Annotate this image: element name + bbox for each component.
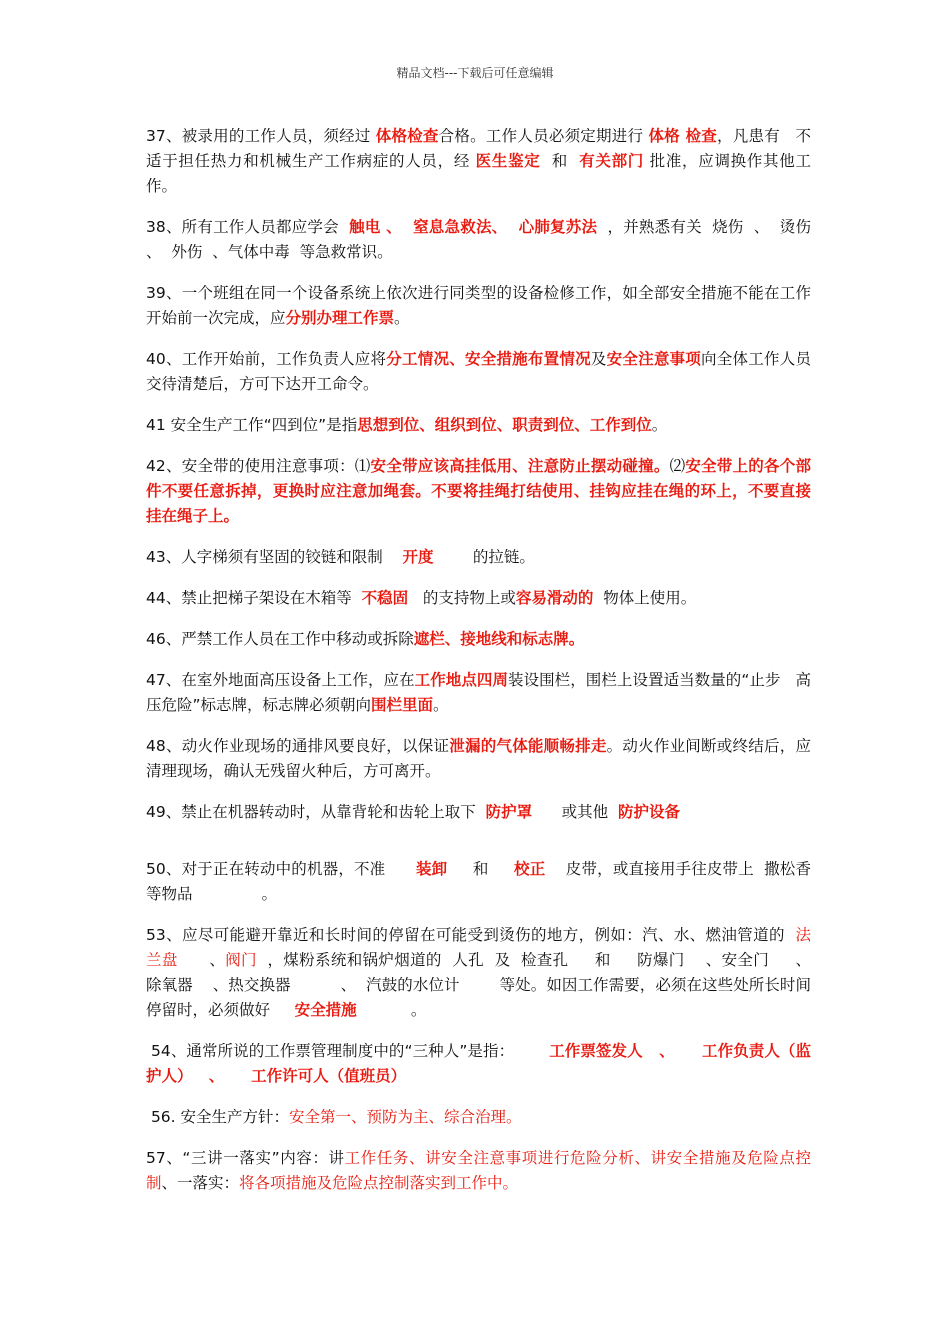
question-text: 44、禁止把梯子架设在木箱等 <box>146 589 362 607</box>
question-text: 46、严禁工作人员在工作中移动或拆除 <box>146 630 414 648</box>
question-text: 合格。工作人员必须定期进行 <box>438 127 649 145</box>
question-text: 57、“三讲一落实”内容：讲 <box>146 1149 345 1167</box>
question-item <box>146 454 811 529</box>
answer-text: 法兰盘 <box>146 926 811 969</box>
question-text: 56. 安全生产方针： <box>146 1108 290 1126</box>
question-text: 及 <box>590 350 607 368</box>
answer-text: 分工情况、安全措施布置情况 <box>386 350 591 368</box>
answer-text: 泄漏的气体能顺畅排走 <box>449 737 607 755</box>
question-item <box>146 734 811 784</box>
answer-text: 安全注意事项 <box>606 350 702 368</box>
answer-text: 不稳固 <box>361 589 409 607</box>
question-item <box>146 281 811 331</box>
answer-text: 将各项措施及危险点控制落实到工作中。 <box>239 1174 519 1192</box>
answer-text: 容易滑动的 <box>515 589 594 607</box>
question-text: 53、应尽可能避开靠近和长时间的停留在可能受到烫伤的地方，例如：汽、水、燃油管道的 <box>146 926 796 944</box>
question-text: 。动火作业间断或终结后，应清理现场，确认无残留火种后，方可离开。 <box>146 737 811 780</box>
question-item <box>146 627 811 652</box>
question-item <box>146 1039 811 1089</box>
answer-text: 思想到位、组织到位、职责到位、工作到位 <box>357 416 652 434</box>
question-text: 38、所有工作人员都应学会 <box>146 218 350 236</box>
page-header: 精品文档---下载后可任意编辑 <box>396 66 554 80</box>
question-text: 和 <box>447 860 515 878</box>
question-item <box>146 668 811 718</box>
answer-text: 工作任务、讲安全注意事项进行危险分析、讲安全措施及危险点控制 <box>146 1149 811 1192</box>
question-item <box>146 347 811 397</box>
answer-text: 防护罩 <box>485 803 533 821</box>
question-text: ，煤粉系统和锅炉烟道的 人孔 及 检查孔 和 防爆门 、安全门 、 除氧器 、热交换器 、 汽鼓的水位计 等处。如因工作需要，必须在这些处所长时间停留时，必须做好 <box>146 951 821 1019</box>
answer-text: 医生鉴定 <box>475 152 541 170</box>
question-item <box>146 800 811 825</box>
question-text: 42、安全带的使用注意事项：⑴ <box>146 457 371 475</box>
question-text: 47、在室外地面高压设备上工作，应在 <box>146 671 415 689</box>
question-item <box>146 413 811 438</box>
question-item <box>146 857 811 907</box>
question-item <box>146 1146 811 1196</box>
answer-text: 分别办理工作票 <box>285 309 395 327</box>
question-text: ⑵ <box>669 457 686 475</box>
answer-text: 工作地点四周 <box>414 671 509 689</box>
question-text: 43、人字梯须有坚固的铰链和限制 <box>146 548 403 566</box>
question-text: 54、通常所说的工作票管理制度中的“三种人”是指： <box>146 1042 550 1060</box>
question-text: 49、禁止在机器转动时，从靠背轮和齿轮上取下 <box>146 803 486 821</box>
question-text: ，并熟悉有关 烧伤 、 烫伤 、 外伤 、气体中毒 等急救常识。 <box>146 218 821 261</box>
answer-text: 防护设备 <box>618 803 681 821</box>
answer-text: 有关部门 <box>579 152 645 170</box>
question-text: 41 安全生产工作“四到位”是指 <box>146 416 358 434</box>
question-list <box>146 124 821 1212</box>
answer-text: 遮栏、接地线和标志牌。 <box>413 630 585 648</box>
answer-text: 安全措施 <box>294 1001 357 1019</box>
answer-text: 阀门 <box>225 951 257 969</box>
question-item <box>146 545 811 570</box>
answer-text: 触电 、 窒息急救法、 心肺复苏法 <box>349 218 598 236</box>
answer-text: 安全带应该高挂低用、注意防止摆动碰撞。 <box>370 457 670 475</box>
question-text: 的支持物上或 <box>408 589 516 607</box>
question-text: 向全体工作人员交待清楚后，方可下达开工命令。 <box>146 350 811 393</box>
question-item <box>146 586 811 611</box>
answer-text: 校正 <box>514 860 546 878</box>
question-text: 批准，应调换作其他工作。 <box>146 152 811 195</box>
question-text: 物体上使用。 <box>593 589 697 607</box>
question-text: 的拉链。 <box>433 548 535 566</box>
question-item <box>146 1105 811 1130</box>
question-text: 。 <box>356 1001 427 1019</box>
question-item <box>146 923 821 1023</box>
question-item <box>146 124 811 199</box>
answer-text: 围栏里面 <box>371 696 434 714</box>
question-text: 和 <box>540 152 580 170</box>
answer-text: 工作票签发人 、 工作负责人（监护人） 、 工作许可人（值班员） <box>146 1042 812 1085</box>
question-item <box>146 215 821 265</box>
answer-text: 体格检查 <box>375 127 439 145</box>
answer-text: 体格 检查 <box>648 127 718 145</box>
question-text: 37、被录用的工作人员，须经过 <box>146 127 376 145</box>
question-text: 39、一个班组在同一个设备系统上依次进行同类型的设备检修工作，如全部安全措施不能在工作开始前一次完成，应 <box>146 284 811 327</box>
question-text: 、一落实： <box>161 1174 240 1192</box>
question-text: 、 <box>177 951 226 969</box>
question-text: 50、对于正在转动中的机器，不准 <box>146 860 416 878</box>
question-text: 。 <box>433 696 449 714</box>
question-text: ，凡患有 不适于担任热力和机械生产工作病症的人员，经 <box>146 127 811 170</box>
question-text: 。 <box>651 416 668 434</box>
question-text: 或其他 <box>532 803 619 821</box>
answer-text: 安全第一、预防为主、综合治理。 <box>289 1108 522 1126</box>
question-text: 皮带，或直接用手往皮带上 撒松香等物品 。 <box>146 860 811 903</box>
question-text: 。 <box>394 309 410 327</box>
question-text: 40、工作开始前，工作负责人应将 <box>146 350 387 368</box>
answer-text: 安全带上的各个部件不要任意拆掉，更换时应注意加绳套。不要将挂绳打结使用、挂钩应挂在绳的环上，不要直接挂在绳子上。 <box>146 457 811 525</box>
question-text: 48、动火作业现场的通排风要良好，以保证 <box>146 737 450 755</box>
answer-text: 装卸 <box>415 860 448 878</box>
answer-text: 开度 <box>402 548 434 566</box>
question-text: 装设围栏，围栏上设置适当数量的“止步 高压危险”标志牌，标志牌必须朝向 <box>146 671 811 714</box>
